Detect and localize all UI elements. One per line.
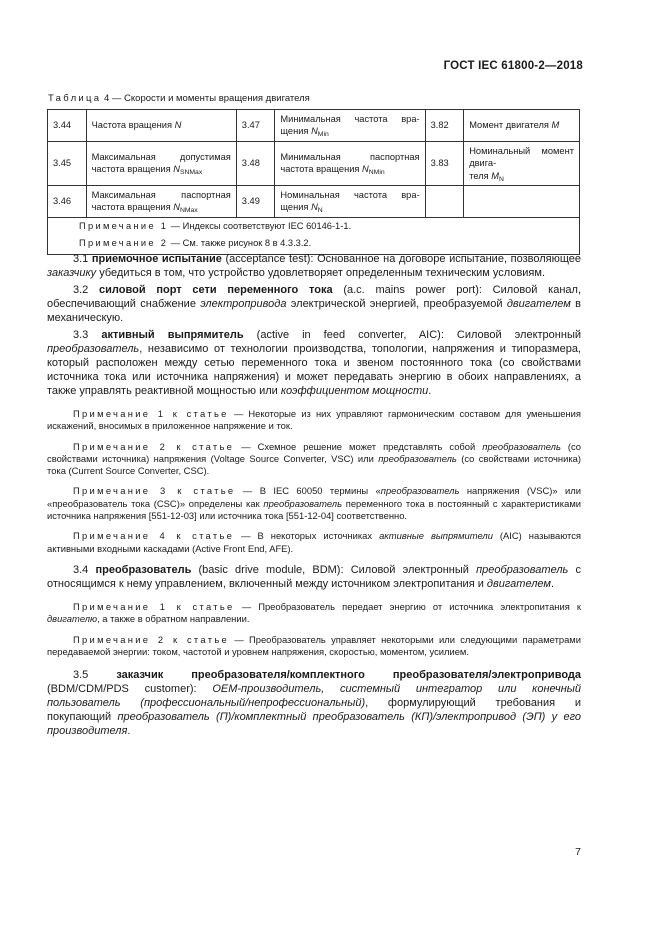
table-row [48,186,580,218]
term-3-1: 3.1 приемочное испытание (acceptance test): Основанное на договоре испытание, позволяющее заказчику убедиться в том, что устройство удовлетворяет определенным техническим условиям. [47,253,581,279]
term-number: 3.45 [48,141,87,185]
term-number: 3.49 [236,186,275,218]
speeds-torques-table [47,109,580,255]
document-header: ГОСТ IEC 61800-2—2018 [443,60,583,72]
note-3-4-1: Примечание 1 к статье — Преобразователь передает энергию от источника электропитания к двигателю, а также в обратном направлении. [47,600,582,625]
table-notes-row [48,217,580,254]
term-cell: Номинальный момент двига- теля $M_N$ [464,141,580,185]
term-cell: Момент двигателя M [464,110,580,142]
term-number: 3.47 [236,110,275,142]
page-number: 7 [575,846,581,858]
term-cell: Максимальная допустимая частота вращения $N_{SNMax}$ [86,141,236,185]
term-3-5: 3.5 заказчик преобразователя/комплектного преобразователя/электропривода (BDM/CDM/PDS customer): OEM-производитель, системный интегратор или конечный пользователь (профессиональный/непрофессиональный), формулирующий требования и покупающий преобразователь (П)/комплектный преобразователь (КП)/электропривод (ЭП) у его производителя. [47,669,582,738]
table-row [48,110,580,142]
note-3-3-3: Примечание 3 к статье — В IEC 60050 термины «преобразователь напряжения (VSC)» или «преобразователь тока (CSC)» определены как преобразователь переменного тока в постоянный с характеристиками источника напряжения [551-12-03] или источника тока [551-12-04] соответственно. [47,485,581,522]
note-3-3-2: Примечание 2 к статье — Схемное решение может представлять собой преобразователь (со свойствами источника) напряжения (Voltage Source Converter, VSC) или преобразователь (со свойствами источника) тока (Current Source Converter, CSC). [47,440,582,477]
table-caption [48,93,310,104]
term-cell: Максимальная паспортная частота вращения $N_{NMax}$ [86,186,236,218]
term-number: 3.82 [425,110,464,142]
term-number: 3.46 [48,186,87,218]
term-3-4: 3.4 преобразователь (basic drive module, BDM): Силовой электронный преобразователь с относящимся к нему управлением, включенный между источником электропитания и двигателем. [47,563,581,590]
term-cell: Минимальная частота вра- щения $N_{Min}$ [275,110,425,142]
term-cell [464,186,580,218]
term-number: 3.83 [425,141,464,185]
table-note-2: Примечание 2 — См. также рисунок 8 в 4.3.3.2. [79,237,312,248]
term-number: 3.44 [48,110,87,142]
note-3-3-1: Примечание 1 к статье — Некоторые из них управляют гармоническим составом для уменьшения искажений, вносимых в приложенное напряжение и ток. [47,408,581,432]
term-cell: Частота вращения N [86,110,236,142]
term-number: 3.48 [236,141,275,185]
note-3-4-2: Примечание 2 к статье — Преобразователь управляет некоторыми или следующими параметрами передаваемой энергии: током, частотой и уровнем напряжения, скоростью, моментом, усилием. [47,633,581,657]
term-cell: Минимальная паспортная частота вращения $N_{NMin}$ [275,141,425,185]
table-row [48,141,580,185]
term-cell: Номинальная частота вра- щения $N_N$ [275,186,425,218]
table-notes-cell [48,217,580,254]
document-body [47,252,581,741]
note-3-3-4: Примечание 4 к статье — В некоторых источниках активные выпрямители (AIC) называются активными входными каскадами (Active Front End, AFE). [47,530,581,554]
table-caption-word: Таблица [48,93,102,104]
table-caption-rest: 4 — Скорости и моменты вращения двигателя [101,93,310,104]
term-number [425,186,464,218]
table-note-1: Примечание 1 — Индексы соответствуют IEC 60146-1-1. [79,220,352,231]
term-3-2: 3.2 силовой порт сети переменного тока (a.c. mains power port): Силовой канал, обеспечивающий снабжение электропривода электрической энергией, преобразуемой двигателем в механическую. [47,284,581,324]
term-3-3: 3.3 активный выпрямитель (active in feed converter, AIC): Силовой электронный преобразователь, независимо от технологии производства, топологии, напряжения и типоразмера, который расположен между сетью переменного тока и звеном постоянного тока (со свойствами источника тока или источника напряжения) и может передавать энергию в обоих направлениях, а также управлять реактивной мощностью или коэффициентом мощности. [47,329,581,397]
